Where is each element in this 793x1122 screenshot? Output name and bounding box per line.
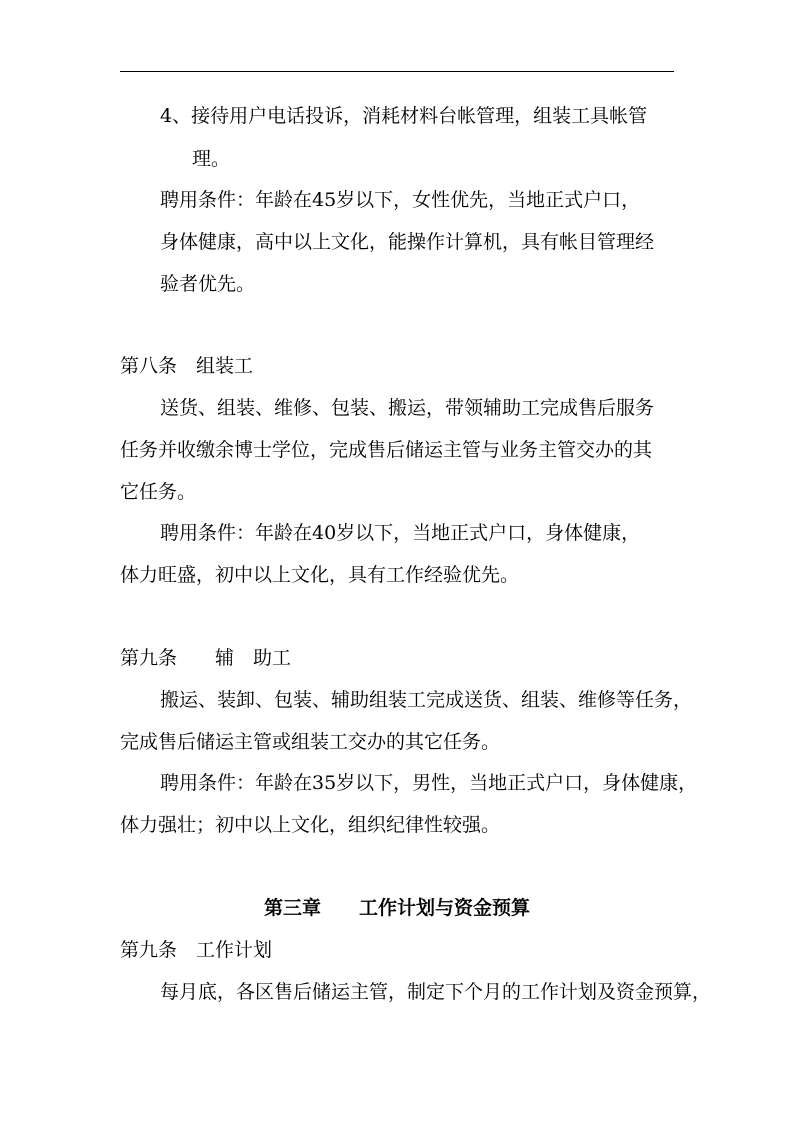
- text-line-15: 聘用条件：年龄在35岁以下，男性，当地正式户口，身体健康，: [160, 772, 698, 794]
- chapter-3-title: 第三章 工作计划与资金预算: [263, 897, 530, 919]
- text-line-1: 4、接待用户电话投诉，消耗材料台帐管理，组装工具帐管: [160, 105, 648, 127]
- article-9-work-plan-heading: 第九条 工作计划: [120, 939, 273, 961]
- text-line-11: 体力旺盛，初中以上文化，具有工作经验优先。: [120, 564, 520, 586]
- text-line-5: 验者优先。: [160, 273, 256, 295]
- text-line-19: 每月底，各区售后储运主管，制定下个月的工作计划及资金预算，: [160, 981, 712, 1003]
- article-9-heading: 第九条 辅 助工: [120, 647, 292, 669]
- text-line-7: 送货、组装、维修、包装、搬运，带领辅助工完成售后服务: [160, 397, 655, 419]
- text-line-10: 聘用条件：年龄在40岁以下，当地正式户口，身体健康，: [160, 522, 641, 544]
- header-rule: [120, 71, 674, 72]
- text-line-8: 任务并收缴余博士学位，完成售后储运主管与业务主管交办的其: [120, 439, 653, 461]
- text-line-14: 完成售后储运主管或组装工交办的其它任务。: [120, 731, 501, 753]
- text-line-3: 聘用条件：年龄在45岁以下，女性优先，当地正式户口，: [160, 189, 641, 211]
- text-line-9: 它任务。: [120, 481, 197, 503]
- article-8-heading: 第八条 组装工: [120, 355, 254, 377]
- text-line-2: 理。: [192, 148, 231, 170]
- text-line-13: 搬运、装卸、包装、辅助组装工完成送货、组装、维修等任务，: [160, 689, 693, 711]
- text-line-4: 身体健康，高中以上文化，能操作计算机，具有帐目管理经: [160, 231, 655, 253]
- text-line-16: 体力强壮；初中以上文化，组织纪律性较强。: [120, 814, 501, 836]
